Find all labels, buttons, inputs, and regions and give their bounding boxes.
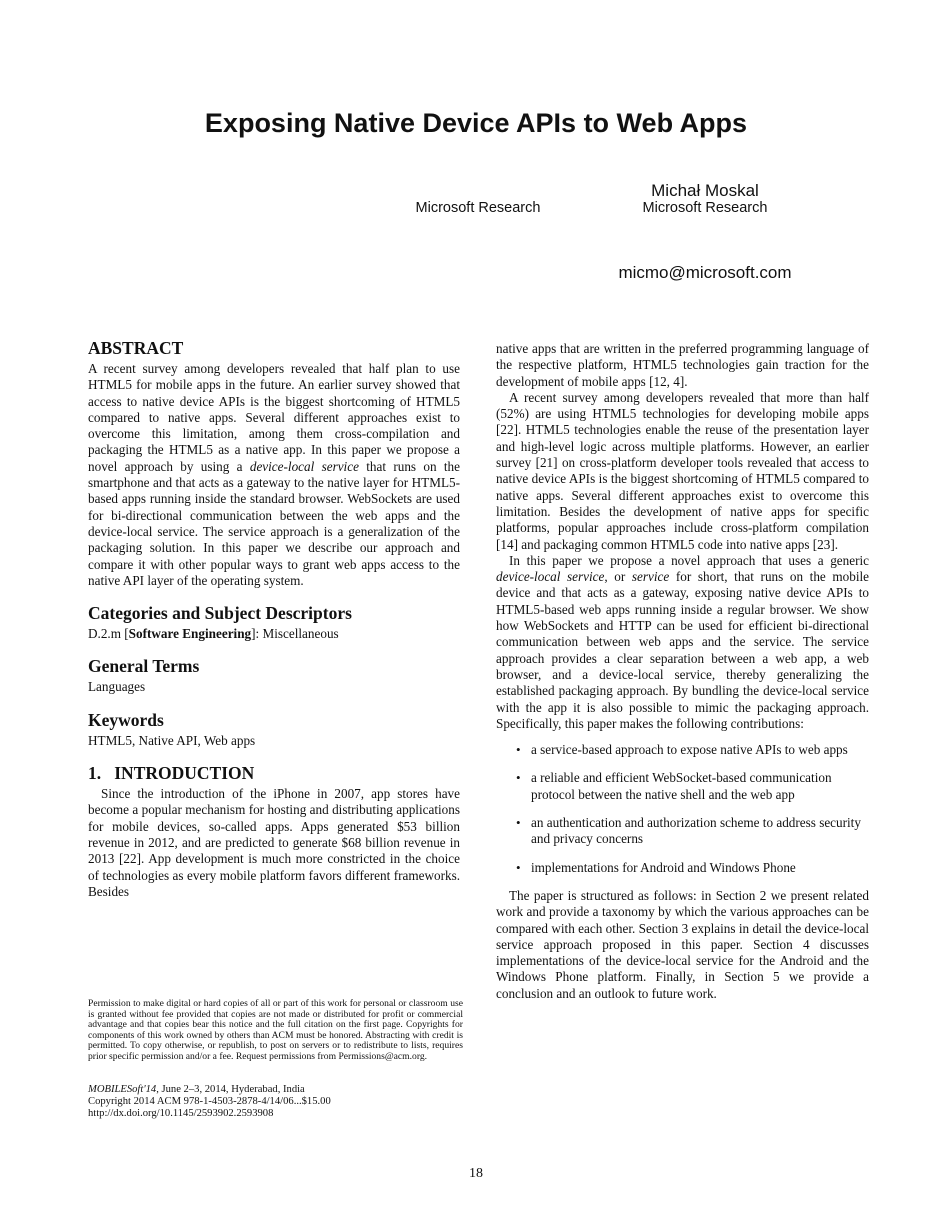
list-item: • an authentication and authorization scheme to address security and privacy concerns [531, 815, 869, 848]
paper-title: Exposing Native Device APIs to Web Apps [204, 108, 748, 138]
intro-paragraph-2: A recent survey among developers revealed that more than half (52%) are using HTML5 technologies for developing mobile apps [22]. HTML5 technologies enable the reuse of the presentation layer and high-level logic across multiple platforms. However, an earlier survey [21] on cross-platform developer tools revealed that access to native device APIs is the biggest shortcoming of HTML5 compared to native apps. Several different approaches exist to overcome this limitation. Besides the development of native apps for specific platforms, popular approaches include cross-platform compilation [14] and packaging common HTML5 code into native apps [23]. [496, 389, 869, 552]
list-item: • a reliable and efficient WebSocket-based communication protocol between the native shell and the web app [531, 770, 869, 803]
intro-paragraph-3: In this paper we propose a novel approach that uses a generic device-local service, or service for short, that runs on the mobile device and that acts as a gateway, exposing native device APIs to HTML5-based web apps running inside a regular browser. We show how WebSockets and HTTP can be used for efficient bi-directional communication between web apps and the service. The service approach provides a clear separation between a web app, a web browser, and a device-local service, thereby generalizing the established packaging approach. By bundling the device-local service with the app it is also possible to mimic the packaging approach. Specifically, this paper makes the following contributions: [496, 552, 870, 731]
intro-paragraph-1-continued: native apps that are written in the preferred programming language of the respective platform, HTML5 technologies gain traction for the development of mobile apps [12, 4]. [496, 341, 869, 389]
categories-heading: Categories and Subject Descriptors [88, 603, 352, 624]
author-name: Michał Moskal [651, 181, 759, 200]
list-item: • a service-based approach to expose native APIs to web apps [531, 742, 869, 758]
left-column [88, 338, 460, 900]
general-terms-heading: General Terms [88, 656, 200, 677]
categories-text: D.2.m [Software Engineering]: Miscellaneous [88, 626, 339, 642]
abstract-text: A recent survey among developers revealed that half plan to use HTML5 for mobile apps in the future. An earlier survey showed that access to native device APIs is the biggest shortcoming of HTML5 compared to native apps. Several different approaches exist to overcome this limitation, among them cross-compilation and packaging the HTML5 as a native app. In this paper we propose a novel approach by using a device-local service that runs on the smartphone and that acts as a gateway to the native layer for HTML5-based apps running inside the standard browser. WebSockets are used for bi-directional communication between the web apps and the device-local service. The service approach is a generalization of the packaging solution. In this paper we describe our approach and compare it with other popular ways to grant web apps access to the native API layer of the operating system. [88, 361, 461, 588]
copyright-line: Copyright 2014 ACM 978-1-4503-2878-4/14/06...$15.00 [88, 1096, 331, 1108]
permission-footnote: Permission to make digital or hard copies of all or part of this work for personal or classroom use is granted without fee provided that copies are not made or distributed for profit or commercial advantage and that copies bear this notice and the full citation on the first page. Copyrights for components of this work owned by others than ACM must be honored. Abstracting with credit is permitted. To copy otherwise, or republish, to post on servers or to redistribute to lists, requires prior specific permission and/or a fee. Request permissions from Permissions@acm.org. [88, 998, 463, 1062]
list-item: • implementations for Android and Windows Phone [531, 860, 869, 876]
general-terms-text: Languages [88, 679, 146, 695]
right-column [496, 341, 869, 1002]
author-affiliation: Microsoft Research [415, 200, 541, 216]
contributions-list [496, 742, 869, 876]
intro-paragraph-1: Since the introduction of the iPhone in 2007, app stores have become a popular mechanism for hosting and distributing applications for mobile devices, so-called apps. Apps generated $53 billion revenue in 2012, and are predicted to generate $68 billion revenue in 2013 [22]. App development is much more constricted in the choice of technologies as every mobile platform favors different frameworks. Besides [88, 786, 460, 899]
doi-line: http://dx.doi.org/10.1145/2593902.2593908 [88, 1108, 274, 1120]
page-number: 18 [469, 1166, 483, 1181]
author-affiliation: Microsoft Research [642, 200, 768, 216]
introduction-heading: 1. INTRODUCTION [88, 763, 255, 784]
author-email: micmo@microsoft.com [618, 263, 792, 282]
keywords-text: HTML5, Native API, Web apps [88, 732, 256, 748]
venue-info: MOBILESoft'14, June 2–3, 2014, Hyderabad, India Copyright 2014 ACM 978-1-4503-2878-4/14/06...$15.00 http://dx.doi.org/10.1145/2593902.2593908 [88, 1084, 463, 1121]
keywords-heading: Keywords [88, 709, 164, 730]
abstract-heading: ABSTRACT [88, 338, 184, 358]
intro-paragraph-4: The paper is structured as follows: in Section 2 we present related work and provide a taxonomy by which the various approaches can be compared with each other. Section 3 explains in detail the device-local service approach proposed in this paper. Section 4 discusses implementations of the device-local service for the Android and the Windows Phone platform. Finally, in Section 5 we provide a conclusion and an outlook to future work. [496, 887, 869, 1001]
